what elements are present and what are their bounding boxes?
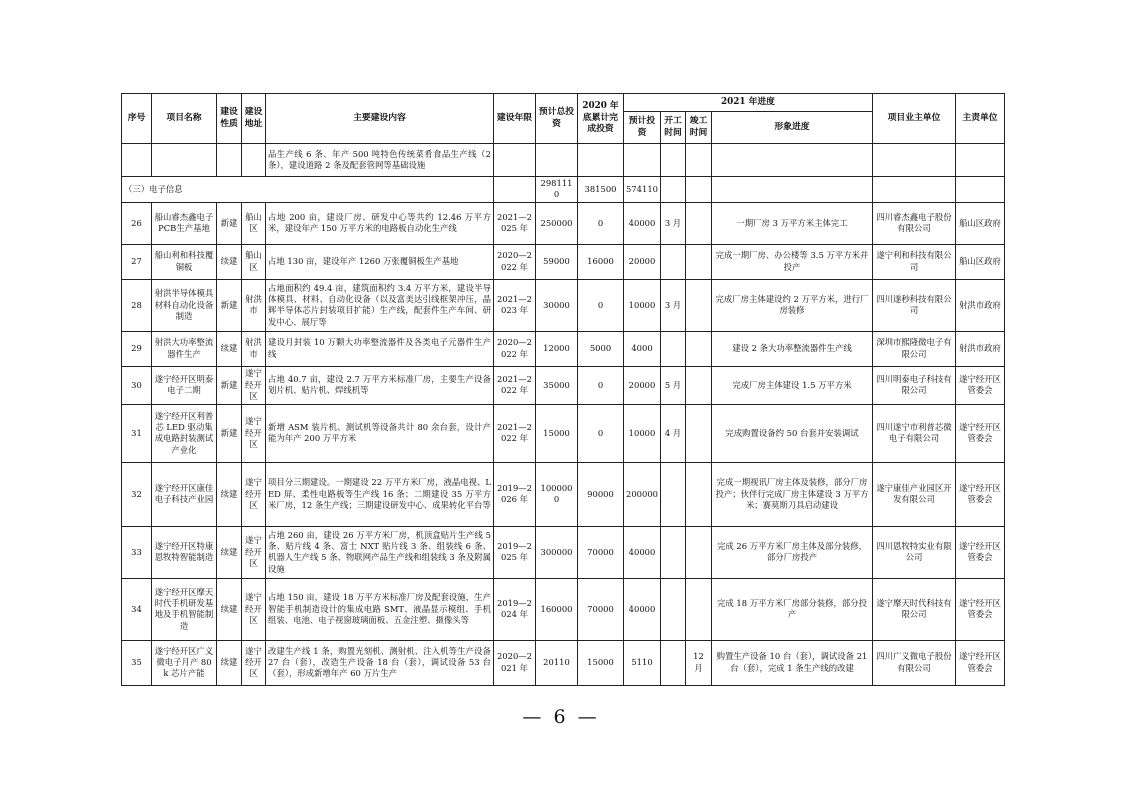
cell-image: 完成 26 万平方米厂房主体及部分装修，部分厂房投产 <box>712 526 873 578</box>
section-cum2020: 381500 <box>578 177 624 203</box>
cell-start: 3 月 <box>661 279 686 331</box>
cell-image: 完成 18 万平方米厂房部分装修，部分投产 <box>712 578 873 640</box>
section-label: （三）电子信息 <box>122 177 494 203</box>
cell-name: 船山利和科技覆铜板 <box>152 244 217 279</box>
table-row <box>122 462 1005 526</box>
cell-finish <box>686 366 712 404</box>
cell-dept: 射洪市政府 <box>956 331 1005 366</box>
cell-dept: 遂宁经开区管委会 <box>956 578 1005 640</box>
cell-owner: 四川广义微电子股份有限公司 <box>873 640 956 685</box>
cell-invest: 300000 <box>536 526 578 578</box>
cell-invest: 250000 <box>536 202 578 244</box>
cell-location: 遂宁经开区 <box>242 526 266 578</box>
cell-owner: 四川恩牧特实业有限公司 <box>873 526 956 578</box>
cell-content: 建设月封装 10 万颗大功率整流器件及各类电子元器件生产线 <box>266 331 494 366</box>
cell-seq: 27 <box>122 244 152 279</box>
header-finish: 竣工时间 <box>686 112 712 144</box>
cell-content: 占地 260 亩，建设 26 万平方米厂房，机顶盒贴片生产线 5 条、贴片线 4 条、富士 NXT 贴片线 3 条、组装线 6 条、机器人生产线 5 条、物联网产品生产线和组装线 3 条及附属设施 <box>266 526 494 578</box>
cell-cum2020: 16000 <box>578 244 624 279</box>
cell-start <box>661 331 686 366</box>
cell-dept: 船山区政府 <box>956 244 1005 279</box>
cell-content: 占地 150 亩，建设 18 万平方米标准厂房及配套设施，生产智能手机制造设计的集成电路 SMT、液晶显示模组、手机组装、电池、电子视窗玻璃面板、五金注塑、摄像头等 <box>266 578 494 640</box>
cell-finish <box>686 526 712 578</box>
cell-name: 遂宁经开区利普芯 LED 驱动集成电路封装测试产业化 <box>152 404 217 462</box>
cell-cum2020: 70000 <box>578 526 624 578</box>
cell-dept: 射洪市政府 <box>956 279 1005 331</box>
cell-invest: 12000 <box>536 331 578 366</box>
cell-plan-invest: 10000 <box>624 279 661 331</box>
cell-period: 2021—2025 年 <box>494 202 536 244</box>
table-row <box>122 404 1005 462</box>
cell-location: 船山区 <box>242 244 266 279</box>
table-row <box>122 279 1005 331</box>
cell-finish <box>686 462 712 526</box>
cell-location: 遂宁经开区 <box>242 366 266 404</box>
table-header <box>122 94 1005 144</box>
cell-plan-invest: 20000 <box>624 366 661 404</box>
header-owner: 项目业主单位 <box>873 94 956 144</box>
cell-nature: 续建 <box>217 331 242 366</box>
cell-cum2020: 70000 <box>578 578 624 640</box>
cell-name: 遂宁经开区广义微电子月产 80k 芯片产能 <box>152 640 217 685</box>
cell-invest: 1000000 <box>536 462 578 526</box>
cell-dept: 遂宁经开区管委会 <box>956 526 1005 578</box>
cell-content: 占地 200 亩，建设厂房、研发中心等共约 12.46 万平方米，建设年产 150 万平方米的电路板自动化生产线 <box>266 202 494 244</box>
cell-invest: 20110 <box>536 640 578 685</box>
cell-location: 遂宁经开区 <box>242 578 266 640</box>
cell-plan-invest: 40000 <box>624 526 661 578</box>
table-row <box>122 578 1005 640</box>
header-start: 开工时间 <box>661 112 686 144</box>
cell-location: 遂宁经开区 <box>242 640 266 685</box>
cell-plan-invest: 10000 <box>624 404 661 462</box>
cell-content: 占地 130 亩，建设年产 1260 万张覆铜板生产基地 <box>266 244 494 279</box>
table-row <box>122 526 1005 578</box>
cell-content: 改建生产线 1 条，购置光刻机、测射机、注入机等生产设备 27 台（套），改造生产设备 18 台（套），调试设备 53 台（套），形成新增年产 60 万片生产 <box>266 640 494 685</box>
cell-period: 2020—2022 年 <box>494 244 536 279</box>
cell-cum2020: 0 <box>578 279 624 331</box>
cell-cum2020: 0 <box>578 366 624 404</box>
cell-seq: 34 <box>122 578 152 640</box>
cell-seq: 26 <box>122 202 152 244</box>
cell-owner: 遂宁康佳产业园区开发有限公司 <box>873 462 956 526</box>
cell-start: 3 月 <box>661 202 686 244</box>
cell-period: 2019—2025 年 <box>494 526 536 578</box>
cell-plan-invest: 5110 <box>624 640 661 685</box>
cell-seq: 28 <box>122 279 152 331</box>
cell-owner: 遂宁摩天时代科技有限公司 <box>873 578 956 640</box>
table-row <box>122 244 1005 279</box>
cell-content: 占地面积约 49.4 亩，建筑面积约 3.4 万平方米，建设半导体模具、材料、自动化设备（以及富美达引线框架冲压，晶辉半导体芯片封装项目扩能）生产线，配套件生产车间、研发中心、展厅等 <box>266 279 494 331</box>
cell-period: 2021—2023 年 <box>494 279 536 331</box>
cell-dept: 遂宁经开区管委会 <box>956 462 1005 526</box>
cell-cum2020: 15000 <box>578 640 624 685</box>
cell-finish <box>686 202 712 244</box>
cell-plan-invest: 200000 <box>624 462 661 526</box>
cell-finish <box>686 244 712 279</box>
table-body <box>122 144 1005 686</box>
cell-nature: 续建 <box>217 526 242 578</box>
cell-image: 购置生产设备 10 台（套），调试设备 21 台（套），完成 1 条生产线的改建 <box>712 640 873 685</box>
cell-nature: 续建 <box>217 244 242 279</box>
section-row <box>122 177 1005 203</box>
cell-dept: 遂宁经开区管委会 <box>956 404 1005 462</box>
cell-finish: 12 月 <box>686 640 712 685</box>
cell-image: 完成厂房主体建设 1.5 万平方米 <box>712 366 873 404</box>
cell-image: 建设 2 条大功率整流器件生产线 <box>712 331 873 366</box>
cell-location: 遂宁经开区 <box>242 404 266 462</box>
header-progress-2021: 2021 年进度 <box>624 94 873 112</box>
header-dept: 主责单位 <box>956 94 1005 144</box>
project-table <box>121 93 1005 686</box>
cell-name: 遂宁经开区特康恩牧特智能制造 <box>152 526 217 578</box>
cell-seq: 32 <box>122 462 152 526</box>
cell-start: 5 月 <box>661 366 686 404</box>
cell-owner: 深圳市熙隆微电子有限公司 <box>873 331 956 366</box>
cell-location: 遂宁经开区 <box>242 462 266 526</box>
cell-cum2020: 90000 <box>578 462 624 526</box>
cell-cum2020: 0 <box>578 404 624 462</box>
cell-nature: 新建 <box>217 202 242 244</box>
page-number: — 6 — <box>522 706 600 728</box>
cell-nature: 新建 <box>217 404 242 462</box>
table-row <box>122 202 1005 244</box>
cell-invest: 15000 <box>536 404 578 462</box>
cell-location: 船山区 <box>242 202 266 244</box>
cell-content: 品生产线 6 条、年产 500 吨特色传统菜肴食品生产线（2 条），建设道路 2 条及配套管网等基础设施 <box>266 144 494 177</box>
cell-plan-invest: 40000 <box>624 202 661 244</box>
cell-image: 完成厂房主体建设约 2 万平方米，进行厂房装修 <box>712 279 873 331</box>
header-location: 建设地址 <box>242 94 266 144</box>
cell-name: 遂宁经开区摩天时代手机研发基地及手机智能制造 <box>152 578 217 640</box>
cell-owner: 四川睿杰鑫电子股份有限公司 <box>873 202 956 244</box>
cell-seq: 31 <box>122 404 152 462</box>
cell-dept: 遂宁经开区管委会 <box>956 366 1005 404</box>
header-nature: 建设性质 <box>217 94 242 144</box>
section-plan-invest: 574110 <box>624 177 661 203</box>
cell-dept: 船山区政府 <box>956 202 1005 244</box>
cell-finish <box>686 279 712 331</box>
cell-name: 射洪大功率整流器件生产 <box>152 331 217 366</box>
cell-owner: 四川明泰电子科技有限公司 <box>873 366 956 404</box>
cell-content: 占地 40.7 亩，建设 2.7 万平方米标准厂房，主要生产设备划片机、贴片机、焊线机等 <box>266 366 494 404</box>
cell-nature: 续建 <box>217 462 242 526</box>
cell-name: 遂宁经开区明泰电子二期 <box>152 366 217 404</box>
header-name: 项目名称 <box>152 94 217 144</box>
cell-period: 2019—2026 年 <box>494 462 536 526</box>
cell-period: 2020—2022 年 <box>494 331 536 366</box>
cell-image: 一期厂房 3 万平方米主体完工 <box>712 202 873 244</box>
cell-seq: 29 <box>122 331 152 366</box>
header-seq: 序号 <box>122 94 152 144</box>
cell-period: 2021—2022 年 <box>494 404 536 462</box>
header-period: 建设年限 <box>494 94 536 144</box>
cell-content: 项目分三期建设。一期建设 22 万平方米厂房，液晶电视、LED 屏、柔性电路板等生产线 16 条；二期建设 35 万平方米厂房，12 条生产线；三期建设研发中心、成果转化平台等 <box>266 462 494 526</box>
cell-start <box>661 640 686 685</box>
cell-dept: 遂宁经开区管委会 <box>956 640 1005 685</box>
cell-start: 4 月 <box>661 404 686 462</box>
cell-invest: 30000 <box>536 279 578 331</box>
section-invest: 2981110 <box>536 177 578 203</box>
header-invest: 预计总投资 <box>536 94 578 144</box>
cell-location: 射洪市 <box>242 331 266 366</box>
cell-cum2020: 5000 <box>578 331 624 366</box>
cell-image: 完成一期视讯厂房主体及装修，部分厂房投产；伙伴行完成厂房主体建设 3 万平方米；赛莫斯刀具启动建设 <box>712 462 873 526</box>
cell-plan-invest: 20000 <box>624 244 661 279</box>
header-content: 主要建设内容 <box>266 94 494 144</box>
cell-start <box>661 462 686 526</box>
cell-start <box>661 244 686 279</box>
cell-start <box>661 526 686 578</box>
cell-name: 船山睿杰鑫电子PCB生产基地 <box>152 202 217 244</box>
cell-period: 2021—2022 年 <box>494 366 536 404</box>
cell-nature: 新建 <box>217 279 242 331</box>
table-row-continued <box>122 144 1005 177</box>
cell-period: 2019—2024 年 <box>494 578 536 640</box>
cell-seq: 30 <box>122 366 152 404</box>
cell-invest: 35000 <box>536 366 578 404</box>
table-row <box>122 640 1005 685</box>
cell-nature: 新建 <box>217 366 242 404</box>
cell-cum2020: 0 <box>578 202 624 244</box>
cell-invest: 59000 <box>536 244 578 279</box>
header-image: 形象进度 <box>712 112 873 144</box>
cell-seq: 33 <box>122 526 152 578</box>
table-row <box>122 331 1005 366</box>
cell-nature: 续建 <box>217 640 242 685</box>
cell-period: 2020—2021 年 <box>494 640 536 685</box>
cell-image: 完成一期厂房、办公楼等 3.5 万平方米并投产 <box>712 244 873 279</box>
header-plan-invest: 预计投资 <box>624 112 661 144</box>
cell-finish <box>686 331 712 366</box>
cell-start <box>661 578 686 640</box>
cell-owner: 遂宁利和科技有限公司 <box>873 244 956 279</box>
cell-name: 遂宁经开区康佳电子科技产业园 <box>152 462 217 526</box>
cell-invest: 160000 <box>536 578 578 640</box>
cell-content: 新增 ASM 装片机、测试机等设备共计 80 余台套，设计产能为年产 200 万平方米 <box>266 404 494 462</box>
header-cum2020: 2020 年底累计完成投资 <box>578 94 624 144</box>
cell-plan-invest: 4000 <box>624 331 661 366</box>
cell-owner: 四川遂宁市利普芯微电子有限公司 <box>873 404 956 462</box>
cell-owner: 四川遂秒科技有限公司 <box>873 279 956 331</box>
cell-nature: 续建 <box>217 578 242 640</box>
cell-name: 射洪半导体模具材料自动化设备制造 <box>152 279 217 331</box>
table-row <box>122 366 1005 404</box>
cell-finish <box>686 404 712 462</box>
cell-plan-invest: 40000 <box>624 578 661 640</box>
cell-image: 完成购置设备约 50 台套并安装调试 <box>712 404 873 462</box>
cell-location: 射洪市 <box>242 279 266 331</box>
cell-finish <box>686 578 712 640</box>
cell-seq: 35 <box>122 640 152 685</box>
